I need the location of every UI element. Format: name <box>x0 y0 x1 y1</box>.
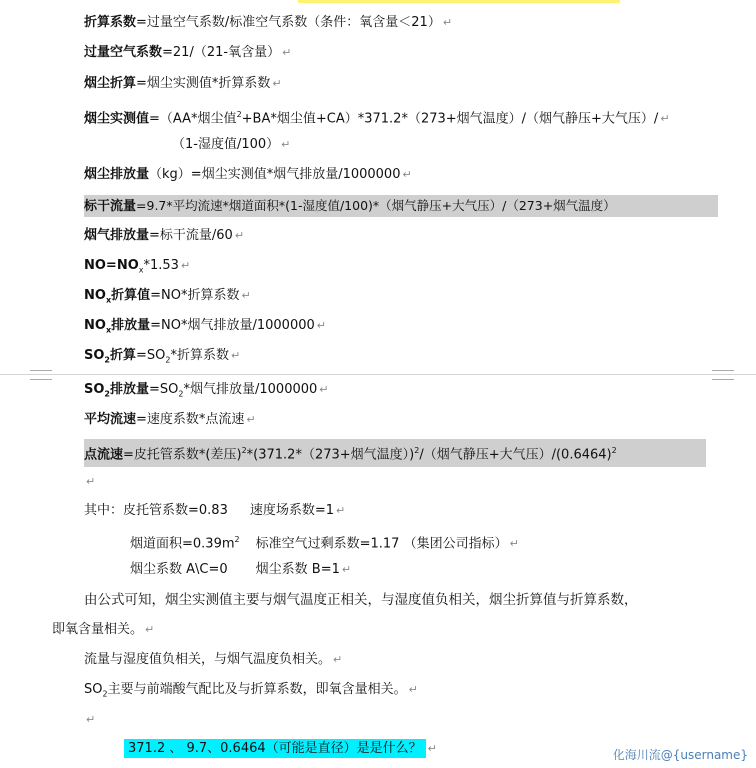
note-line-1 <box>84 500 345 522</box>
conclusion-line-3 <box>84 679 418 701</box>
paragraph-mark: ↵ <box>336 504 346 517</box>
page-margin-mark-left <box>30 370 52 380</box>
formula-text: /（烟气静压+大气压）/(0.6464) <box>419 447 612 463</box>
subscript: x <box>105 325 112 335</box>
note-line-2 <box>130 529 519 551</box>
subscript: 2 <box>165 355 171 365</box>
term: 折算系数 <box>84 15 137 30</box>
paragraph-mark: ↵ <box>660 112 670 126</box>
subscript: 2 <box>104 355 110 365</box>
formula-text: =过量空气系数/标准空气系数（条件：氧含量＜21） <box>136 15 441 30</box>
note-text: 烟尘系数 B=1 <box>255 562 340 577</box>
note-text: 烟道面积=0.39m <box>130 536 235 552</box>
formula-line-4 <box>84 104 670 126</box>
formula-text: +BA*烟尘值+CA）*371.2*（273+烟气温度）/（烟气静压+大气压）/ <box>241 111 659 127</box>
conclusion-line-2 <box>84 649 342 671</box>
conclusion-line-1 <box>84 589 638 611</box>
term: SO <box>84 348 105 363</box>
term: 烟尘实测值 <box>84 111 150 127</box>
paragraph-mark: ↵ <box>231 349 241 362</box>
formula-text: *1.53 <box>143 258 179 273</box>
paragraph-mark: ↵ <box>341 563 352 576</box>
term: NO <box>84 288 106 303</box>
formula-text: （kg）=烟尘实测值*烟气排放量/1000000 <box>149 167 401 182</box>
subscript: 2 <box>178 389 184 399</box>
paragraph-mark: ↵ <box>234 229 245 242</box>
subscript: x <box>105 295 112 305</box>
paragraph-mark: ↵ <box>316 319 326 332</box>
paragraph-mark: ↵ <box>86 713 96 726</box>
term: NO <box>84 318 106 333</box>
term: 点流速 <box>84 447 124 463</box>
formula-line-3 <box>84 73 282 95</box>
conclusion-text: 即氧含量相关。 <box>52 622 144 637</box>
formula-line-5 <box>84 164 412 186</box>
formula-line-6 <box>84 195 718 217</box>
formula-text: =NO*烟气排放量/1000000 <box>150 318 315 333</box>
formula-line-1 <box>84 12 452 34</box>
formula-line-14 <box>84 439 706 467</box>
subscript: 2 <box>102 689 108 699</box>
superscript: 2 <box>414 446 420 455</box>
empty-paragraph-2 <box>84 709 95 731</box>
note-text: 标准空气过剩系数=1.17 （集团公司指标） <box>255 536 508 552</box>
paragraph-mark: ↵ <box>272 77 282 90</box>
formula-line-10 <box>84 315 326 337</box>
subscript: x <box>138 265 144 275</box>
page-margin-mark-right <box>712 370 734 380</box>
note-line-3 <box>130 559 351 581</box>
watermark: 化海川流@{username} <box>612 748 748 762</box>
subscript: 2 <box>104 389 110 399</box>
term: NO=NO <box>84 258 139 273</box>
formula-text: =NO*折算系数 <box>150 288 240 303</box>
formula-text: *(371.2*（273+烟气温度）) <box>246 447 415 463</box>
term: SO <box>84 382 105 397</box>
formula-text: =SO <box>136 348 166 363</box>
note-text: 速度场系数=1 <box>249 503 335 518</box>
conclusion-line-1-cont <box>52 619 154 641</box>
question-line <box>124 738 437 760</box>
paragraph-mark: ↵ <box>408 683 418 696</box>
formula-line-12 <box>84 379 329 401</box>
conclusion-text: SO <box>84 682 103 697</box>
formula-text: *折算系数 <box>170 348 230 363</box>
paragraph-mark: ↵ <box>402 168 412 181</box>
formula-line-8 <box>84 255 190 277</box>
formula-text: *烟气排放量/1000000 <box>183 382 318 397</box>
superscript: 2 <box>241 446 247 455</box>
formula-line-2 <box>84 42 291 64</box>
term: 烟尘折算 <box>84 76 137 91</box>
question-text: 371.2 、 9.7、0.6464（可能是直径）是是什么？ <box>124 739 426 758</box>
term: 标干流量 <box>84 199 137 214</box>
paragraph-mark: ↵ <box>333 653 343 666</box>
paragraph-mark: ↵ <box>241 289 251 302</box>
term: 排放量 <box>111 318 151 333</box>
paragraph-mark: ↵ <box>86 475 96 488</box>
formula-line-11 <box>84 345 240 367</box>
term: 烟尘排放量 <box>84 167 150 182</box>
formula-line-4-cont <box>172 134 290 156</box>
formula-text: =SO <box>149 382 179 397</box>
formula-text: =21/（21-氧含量） <box>162 45 281 60</box>
empty-paragraph <box>84 471 95 493</box>
page-break-line <box>0 374 756 375</box>
formula-text: =（AA*烟尘值 <box>149 111 237 127</box>
conclusion-text: 主要与前端酸气配比及与折算系数，即氧含量相关。 <box>107 682 407 697</box>
formula-text: （1-湿度值/100） <box>172 137 280 152</box>
formula-text: =速度系数*点流速 <box>136 412 245 427</box>
formula-text: =烟尘实测值*折算系数 <box>136 76 271 91</box>
conclusion-text: 由公式可知，烟尘实测值主要与烟气温度正相关，与湿度值负相关，烟尘折算值与折算系数， <box>84 592 638 608</box>
formula-line-9 <box>84 285 251 307</box>
formula-text: =皮托管系数*(差压) <box>123 447 242 463</box>
superscript: 2 <box>234 535 240 544</box>
paragraph-mark: ↵ <box>246 413 256 426</box>
formula-text: =9.7*平均流速*烟道面积*(1-湿度值/100)*（烟气静压+大气压）/（273+烟气温度） <box>136 198 616 213</box>
paragraph-mark: ↵ <box>145 623 155 636</box>
term: 排放量 <box>110 382 150 397</box>
paragraph-mark: ↵ <box>442 16 453 29</box>
term: 平均流速 <box>84 412 137 427</box>
formula-line-7 <box>84 225 244 247</box>
formula-line-13 <box>84 409 256 431</box>
paragraph-mark: ↵ <box>281 138 291 151</box>
superscript: 2 <box>611 446 617 455</box>
paragraph-mark: ↵ <box>282 46 292 59</box>
paragraph-mark: ↵ <box>180 259 191 272</box>
top-highlight-strip <box>298 0 620 3</box>
term: 折算值 <box>111 288 151 303</box>
term: 过量空气系数 <box>84 45 163 60</box>
formula-text: =标干流量/60 <box>149 228 233 243</box>
paragraph-mark: ↵ <box>319 383 329 396</box>
term: 折算 <box>110 348 137 363</box>
superscript: 2 <box>236 110 242 119</box>
note-text: 其中：皮托管系数=0.83 <box>84 503 228 518</box>
paragraph-mark: ↵ <box>427 742 437 755</box>
conclusion-text: 流量与湿度值负相关，与烟气温度负相关。 <box>84 652 332 667</box>
note-text: 烟尘系数 A\C=0 <box>130 562 228 577</box>
paragraph-mark: ↵ <box>509 537 519 551</box>
term: 烟气排放量 <box>84 228 150 243</box>
